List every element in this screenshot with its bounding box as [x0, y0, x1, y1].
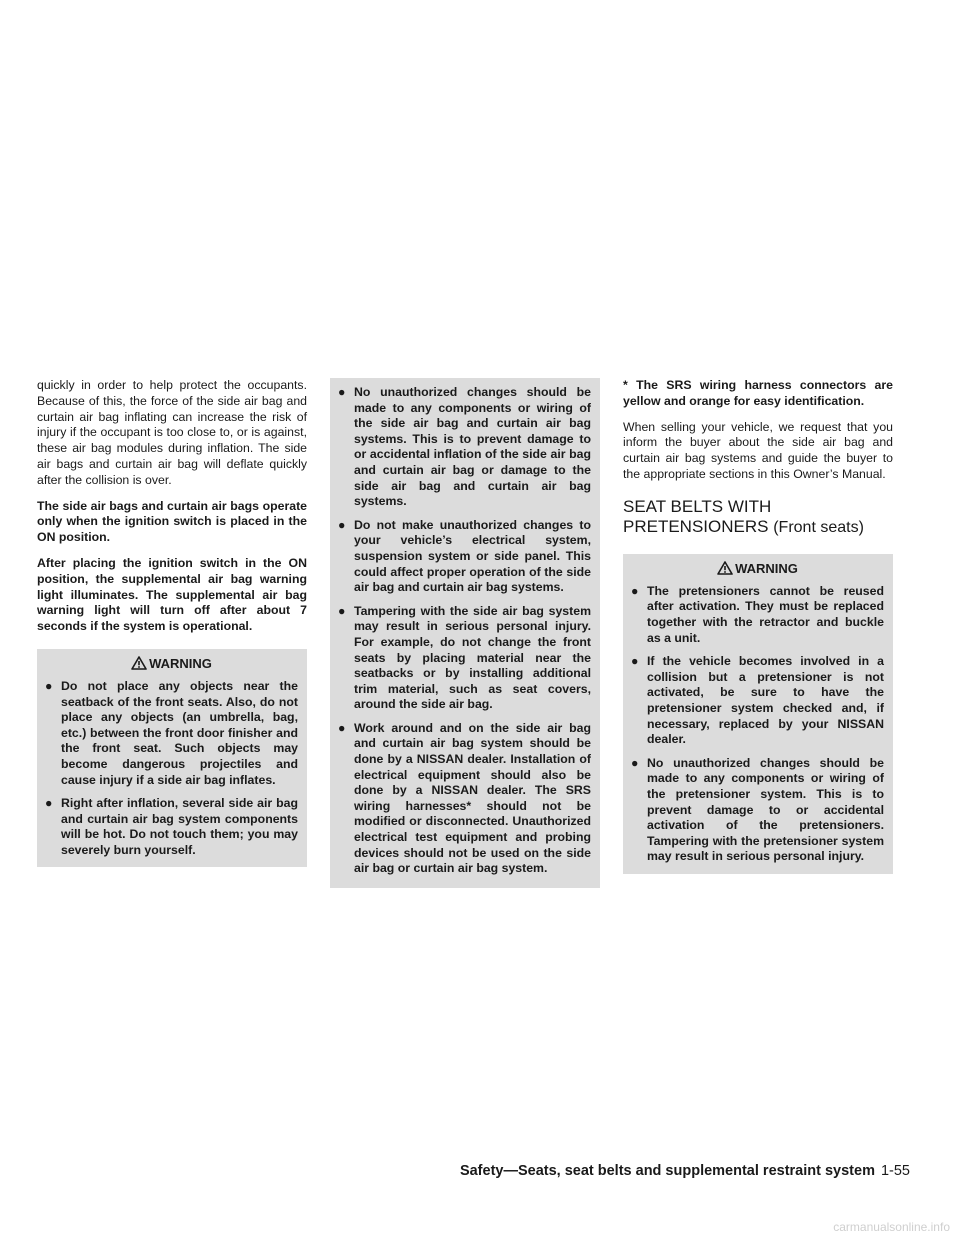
list-item: ● Do not make unauthorized changes to your vehicle’s electrical system, suspension system or side panel. This could affect proper operation of the side air bag and curtain air bag systems.	[338, 517, 591, 595]
column-3	[623, 378, 893, 874]
bullet-icon: ●	[338, 603, 346, 618]
warning-title: WARNING	[735, 560, 798, 576]
bullet-icon: ●	[45, 796, 53, 811]
bullet-icon: ●	[338, 385, 346, 399]
page-footer	[460, 1163, 910, 1179]
list-item: ● No unauthorized changes should be made to any components or wiring of the side air bag and curtain air bag systems. This is to prevent damage to or accidental inflation of the side air bag and curtain air bag or damage to the side air bag and curtain air bag systems.	[338, 385, 591, 509]
section-heading: SEAT BELTS WITH PRETENSIONERS (Front seats)	[623, 496, 864, 536]
selling-vehicle-paragraph: When selling your vehicle, we request that you inform the buyer about the side air bag and curtain air bag systems and guide the buyer to the appropriate sections in this Owner’s Manual.	[623, 419, 893, 481]
bullet-icon: ●	[631, 654, 639, 669]
page-number: 1-55	[880, 1163, 910, 1179]
srs-connector-note: * The SRS wiring harness connectors are yellow and orange for easy identification.	[623, 378, 893, 408]
list-item: ● If the vehicle becomes involved in a collision but a pretensioner is not activated, be sure to have the pretensioner system checked and, if necessary, replaced by your NISSAN dealer.	[631, 654, 884, 747]
warning-triangle-icon	[131, 656, 147, 670]
warning-box-side-airbag	[37, 649, 307, 868]
warning-box-continued	[330, 378, 600, 888]
bullet-icon: ●	[631, 583, 639, 598]
list-item: ● The pretensioners cannot be reused after activation. They must be replaced together with the retractor and buckle as a unit.	[631, 583, 884, 645]
list-item: ● No unauthorized changes should be made to any components or wiring of the pretensioner system. This is to prevent damage to or accidental activation of the pretensioners. Tampering with the pretensioner system may result in serious personal injury.	[631, 755, 884, 864]
list-item: ● Right after inflation, several side air bag and curtain air bag system components will be hot. Do not touch them; you may severely burn yourself.	[45, 796, 298, 857]
intro-paragraph: quickly in order to help protect the occupants. Because of this, the force of the side air bag and curtain air bag inflating can increase the risk of injury if the occupant is too close to, or is against, these air bag modules during inflation. The side air bags and curtain air bag will deflate quickly after the collision is over.	[37, 378, 307, 487]
bold-paragraph-warning-light: After placing the ignition switch in the ON position, the supplemental air bag warning light illuminates. The supplemental air bag warning light will turn off after about 7 seconds if the system is operational.	[37, 555, 307, 634]
watermark: carmanualsonline.info	[833, 1220, 950, 1234]
list-item: ● Do not place any objects near the seatback of the front seats. Also, do not place any objects (an umbrella, bag, etc.) between the front door finisher and the front seat. Such objects may become dangerous projectiles and cause injury if a side air bag inflates.	[45, 678, 298, 787]
bullet-icon: ●	[338, 517, 346, 532]
bullet-icon: ●	[338, 720, 346, 735]
bullet-icon: ●	[45, 678, 53, 693]
warning-header	[631, 560, 884, 578]
warning-header	[45, 655, 298, 673]
warning-list	[631, 584, 884, 865]
list-item: ● Tampering with the side air bag system may result in serious personal injury. For example, do not change the front seats by placing material near the seatbacks or by installing additional trim material, such as seat covers, around the side air bag.	[338, 603, 591, 712]
warning-box-pretensioner	[623, 554, 893, 874]
list-item: ● Work around and on the side air bag and curtain air bag system should be done by a NISSAN dealer. Installation of electrical equipment should also be done by a NISSAN dealer. The SRS wiring harnesses* should not be modified or disconnected. Unauthorized electrical test equipment and probing devices should not be used on the side air bag or curtain air bag system.	[338, 720, 591, 876]
bullet-icon: ●	[631, 755, 639, 770]
footer-section-title: Safety—Seats, seat belts and supplemental restraint system	[459, 1163, 875, 1179]
warning-title: WARNING	[149, 655, 212, 671]
column-1	[37, 378, 307, 867]
column-2	[330, 378, 600, 888]
warning-triangle-icon	[717, 561, 733, 575]
bold-paragraph-operation: The side air bags and curtain air bags operate only when the ignition switch is placed in the ON position.	[37, 498, 307, 545]
warning-list	[338, 385, 591, 877]
warning-list	[45, 679, 298, 859]
